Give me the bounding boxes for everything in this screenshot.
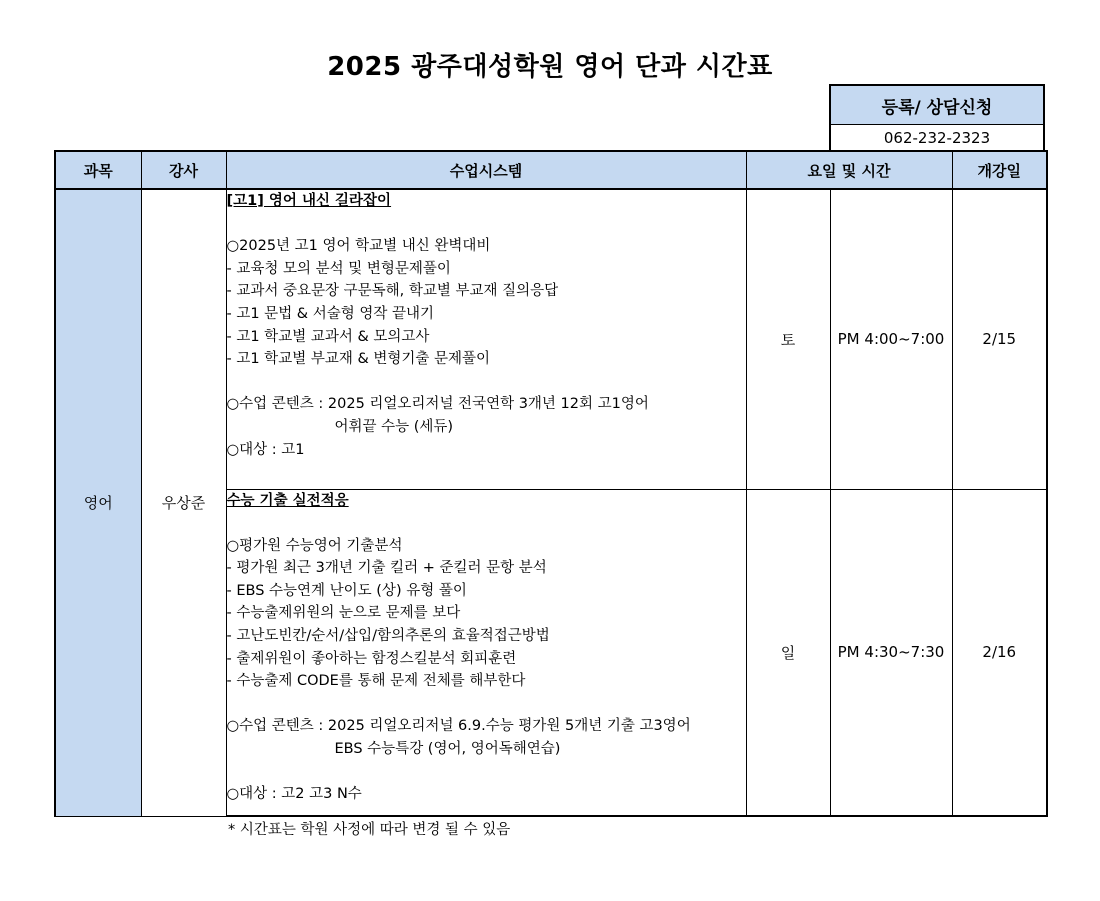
course-target: ○대상 : 고1 [226, 441, 305, 458]
course-start: 2/15 [952, 189, 1047, 489]
subject-cell: 영어 [55, 189, 141, 816]
course-day: 토 [746, 189, 830, 489]
course-day: 일 [746, 489, 830, 816]
course-item: - 고난도빈칸/순서/삽입/함의추론의 효율적접근방법 [226, 628, 550, 645]
header-subject: 과목 [55, 151, 141, 189]
teacher-cell: 우상준 [141, 189, 226, 816]
course-system-cell [226, 189, 746, 489]
course-content: ○수업 콘텐츠 : 2025 리얼오리저널 6.9.수능 평가원 5개년 기출 고3영어 [226, 718, 691, 735]
timetable [54, 150, 1048, 817]
course-item: - 교과서 중요문장 구문독해, 학교별 부교재 질의응답 [226, 283, 559, 300]
course-start: 2/16 [952, 489, 1047, 816]
course-content: ○수업 콘텐츠 : 2025 리얼오리저널 전국연학 3개년 12회 고1영어 [226, 396, 649, 413]
course-item: - 평가원 최근 3개년 기출 킬러 + 준킬러 문항 분석 [226, 560, 547, 577]
course-system-cell [226, 489, 746, 816]
course-time: PM 4:30~7:30 [830, 489, 952, 816]
course-time: PM 4:00~7:00 [830, 189, 952, 489]
page-title: 2025 광주대성학원 영어 단과 시간표 [327, 52, 773, 82]
course-goal: ○2025년 고1 영어 학교별 내신 완벽대비 [226, 238, 491, 255]
course-title: [고1] 영어 내신 길라잡이 [226, 193, 392, 209]
course-goal: ○평가원 수능영어 기출분석 [226, 537, 403, 554]
course-item: - 수능출제 CODE를 통해 문제 전체를 해부한다 [226, 673, 526, 690]
course-item: - 수능출제위원의 눈으로 문제를 보다 [226, 605, 461, 622]
registration-phone: 062-232-2323 [883, 129, 991, 147]
course-item: - EBS 수능연계 난이도 (상) 유형 풀이 [226, 582, 467, 599]
course-item: - 고1 문법 & 서술형 영작 끝내기 [226, 305, 434, 322]
course-item: - 고1 학교별 부교재 & 변형기출 문제풀이 [226, 351, 491, 368]
table-row [55, 189, 1047, 489]
header-teacher: 강사 [141, 151, 226, 189]
course-content-cont: 어휘끝 수능 (세듀) [334, 418, 454, 435]
header-time: 요일 및 시간 [746, 151, 952, 189]
course-item: - 교육청 모의 분석 및 변형문제풀이 [226, 260, 451, 277]
course-target: ○대상 : 고2 고3 N수 [226, 786, 362, 803]
course-content-cont: EBS 수능특강 (영어, 영어독해연습) [334, 741, 561, 758]
registration-box [829, 84, 1045, 150]
course-item: - 고1 학교별 교과서 & 모의고사 [226, 328, 430, 345]
schedule-note: * 시간표는 학원 사정에 따라 변경 될 수 있음 [228, 822, 511, 838]
header-start: 개강일 [952, 151, 1047, 189]
course-item: - 출제위원이 좋아하는 함정스킬분석 회피훈련 [226, 650, 517, 667]
header-system: 수업시스템 [226, 151, 746, 189]
registration-label: 등록/ 상담신청 [831, 86, 1043, 125]
table-header-row [55, 151, 1047, 189]
course-title: 수능 기출 실전적응 [226, 492, 349, 509]
